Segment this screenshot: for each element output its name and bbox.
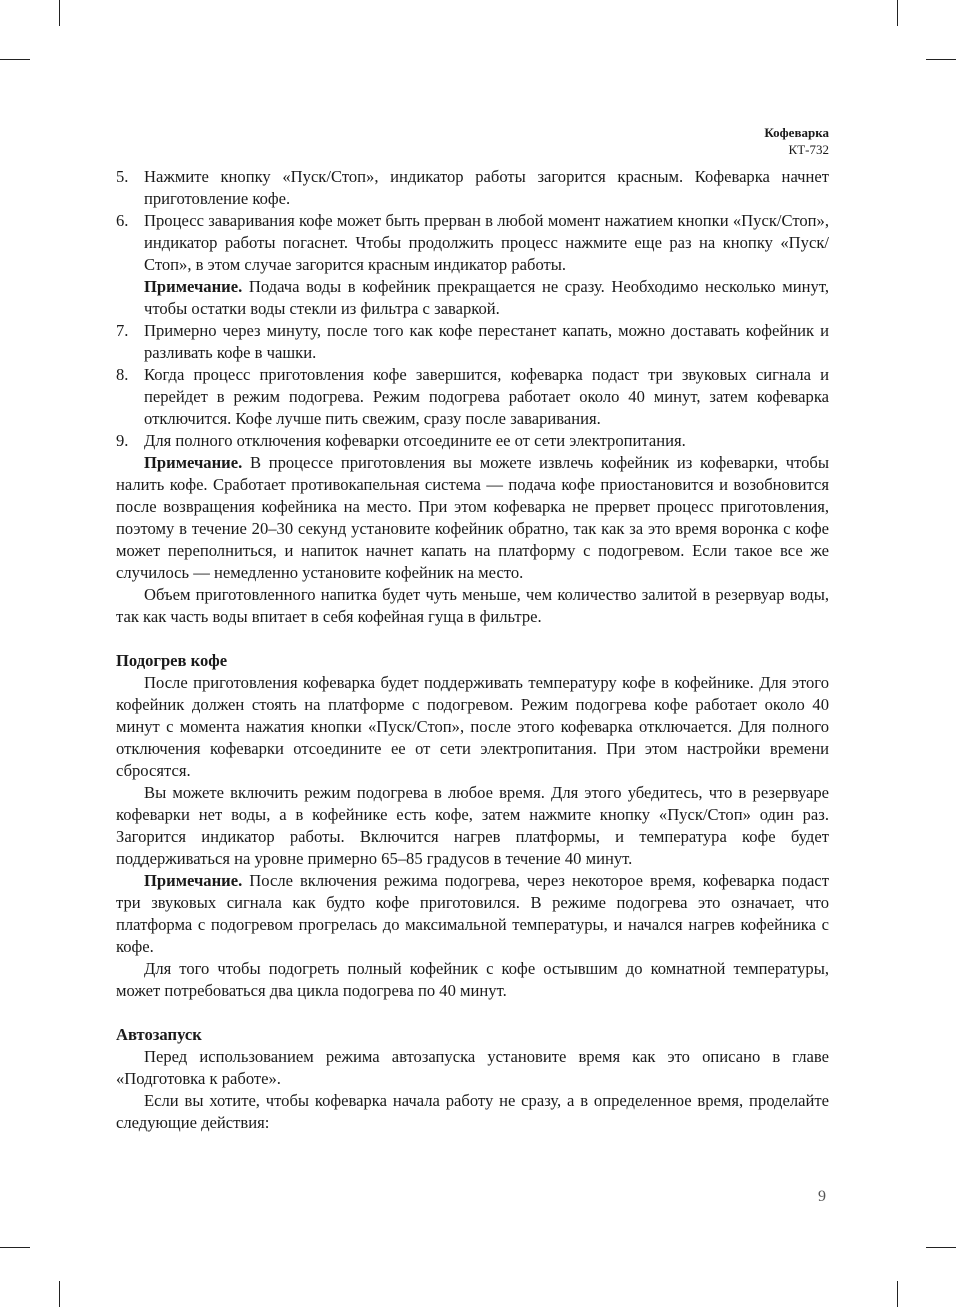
steps-list [116,166,829,452]
note-label: Примечание. [144,871,243,890]
crop-mark [897,0,898,26]
note-text: После включения режима подогрева, через некоторое время, кофеварка подаст три звуковых сигнала как будто кофе приготовился. В режиме подогрева это означает, что платформа с подогревом прогрелась до максимальной температуры, и начался нагрев кофейника с кофе. [116,871,829,956]
step-number: 8. [116,365,129,384]
list-item [116,320,829,364]
note-paragraph [116,452,829,584]
crop-mark [0,59,30,60]
section-heading-warm: Подогрев кофе [116,651,228,670]
step-number: 7. [116,321,129,340]
crop-mark [59,0,60,26]
crop-mark [926,1247,956,1248]
page-content [116,166,829,1134]
step-text: Примерно через минуту, после того как кофе перестанет капать, можно доставать кофейник и разливать кофе в чашки. [144,321,829,362]
header-model: КТ-732 [788,142,829,157]
warm-paragraph-2: Вы можете включить режим подогрева в любое время. Для этого убедитесь, что в резервуаре кофеварки нет воды, а в кофейнике есть кофе, затем нажмите кнопку «Пуск/Стоп» один раз. Загорится индикатор работы. Включится нагрев платформы, и температура кофе будет поддерживаться на уровне примерно 65–85 градусов в течение 40 минут. [116,783,829,868]
auto-paragraph-1: Перед использованием режима автозапуска установите время как это описано в главе «Подготовка к работе». [116,1047,829,1088]
warm-note-paragraph [116,870,829,958]
step-text: Для полного отключения кофеварки отсоедините ее от сети электропитания. [144,431,686,450]
step-text: Когда процесс приготовления кофе завершится, кофеварка подаст три звуковых сигнала и перейдет в режим подогрева. Режим подогрева работает около 40 минут, затем кофеварка отключится. Кофе лучше пить свежим, сразу после заваривания. [144,365,829,428]
crop-mark [926,59,956,60]
list-item [116,166,829,210]
crop-mark [59,1281,60,1307]
running-header [764,124,829,158]
page-number: 9 [818,1188,826,1205]
note-label: Примечание. [144,453,243,472]
crop-mark [0,1247,30,1248]
warm-paragraph-3: Для того чтобы подогреть полный кофейник с кофе остывшим до комнатной температуры, может потребоваться два цикла подогрева по 40 минут. [116,959,829,1000]
note-text: Подача воды в кофейник прекращается не сразу. Необходимо несколько минут, чтобы остатки воды стекли из фильтра с заваркой. [144,277,829,318]
step-number: 6. [116,211,129,230]
list-item [116,210,829,320]
step-number: 5. [116,167,129,186]
step-number: 9. [116,431,129,450]
section-heading-auto: Автозапуск [116,1025,202,1044]
note-label: Примечание. [144,277,243,296]
step-text: Процесс заваривания кофе может быть прерван в любой момент нажатием кнопки «Пуск/Стоп», индикатор работы погаснет. Чтобы продолжить процесс нажмите еще раз на кнопку «Пуск/Стоп», в этом случае загорится красным индикатор работы. [144,211,829,274]
auto-paragraph-2: Если вы хотите, чтобы кофеварка начала работу не сразу, а в определенное время, проделайте следующие действия: [116,1091,829,1132]
header-product: Кофеварка [764,125,829,140]
crop-mark [897,1281,898,1307]
note-text: В процессе приготовления вы можете извлечь кофейник из кофеварки, чтобы налить кофе. Сработает противокапельная система — подача кофе приостановится и возобновится после возвращения кофейника на место. При этом кофеварка не прервет процесс приготовления, поэтому в течение 20–30 секунд установите кофейник обратно, так как за это время воронка с кофе может переполниться, и напиток начнет капать на платформу с подогревом. Если такое все же случилось — немедленно установите кофейник на место. [116,453,829,582]
warm-paragraph-1: После приготовления кофеварка будет поддерживать температуру кофе в кофейнике. Для этого кофейник должен стоять на платформе с подогревом. Режим подогрева кофе работает около 40 минут с момента нажатия кнопки «Пуск/Стоп», после этого кофеварка отключается. Для полного отключения кофеварки отсоедините ее от сети электропитания. При этом настройки времени сбросятся. [116,673,829,780]
step-text: Нажмите кнопку «Пуск/Стоп», индикатор работы загорится красным. Кофеварка начнет приготовление кофе. [144,167,829,208]
list-item [116,430,829,452]
volume-paragraph: Объем приготовленного напитка будет чуть меньше, чем количество залитой в резервуар воды, так как часть воды впитает в себя кофейная гуща в фильтре. [116,585,829,626]
list-item [116,364,829,430]
step-note [144,276,829,320]
